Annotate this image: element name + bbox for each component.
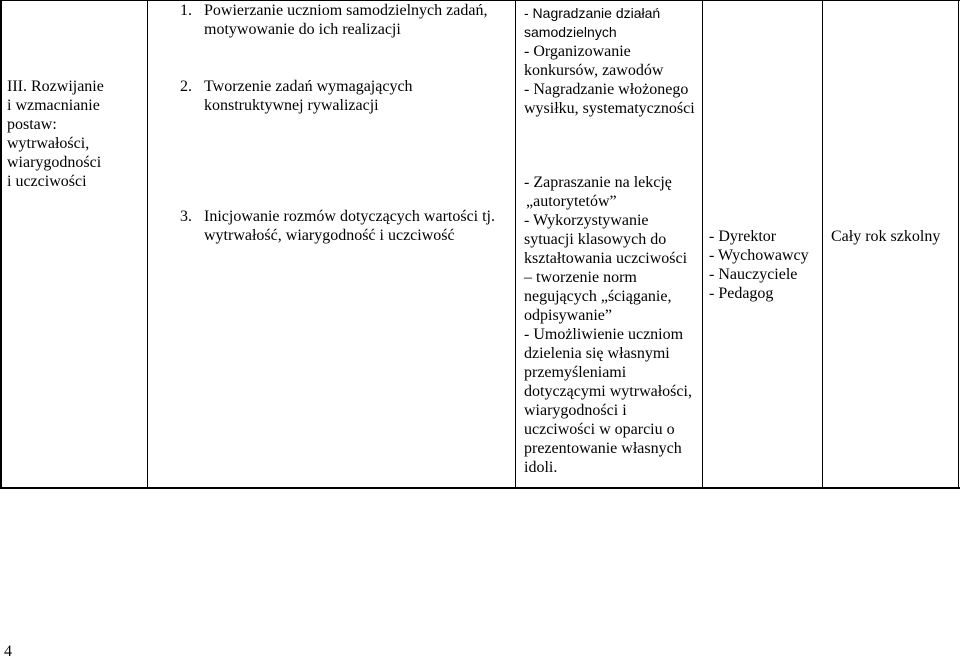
responsible-line: - Nauczyciele <box>709 266 798 283</box>
method-line: - Zapraszanie na lekcję <box>524 174 672 191</box>
method-line: - Nagradzanie działań <box>524 5 661 21</box>
section-title-line: wiarygodności <box>7 154 102 171</box>
timeframe-cell <box>831 227 956 246</box>
method-line: - Organizowanie <box>524 43 631 60</box>
task-text: motywowanie do ich realizacji <box>204 21 401 38</box>
section-title-line: i wzmacnianie <box>7 97 100 114</box>
task-number: 3. <box>180 208 192 225</box>
column-divider <box>958 1 959 487</box>
method-line: konkursów, zawodów <box>524 62 664 79</box>
task-number: 1. <box>180 2 192 19</box>
task-number: 2. <box>180 78 192 95</box>
method-line: odpisywanie” <box>524 307 612 324</box>
column-divider <box>515 1 516 487</box>
task-text: wytrwałość, wiarygodność i uczciwość <box>204 227 455 244</box>
method-line: dzielenia się własnymi <box>524 345 670 362</box>
responsible-line: - Dyrektor <box>709 228 777 245</box>
task-text: Tworzenie zadań wymagających <box>204 78 413 95</box>
method-line: „autorytetów” <box>526 193 617 210</box>
section-title-cell <box>7 77 147 191</box>
page-number: 4 <box>4 643 12 660</box>
method-line: idoli. <box>524 459 558 476</box>
method-line: uczciwości w oparciu o <box>524 421 675 438</box>
method-line: - Wykorzystywanie <box>524 212 649 229</box>
method-line: przemyśleniami <box>524 364 627 381</box>
section-title-line: wytrwałości, <box>7 135 90 152</box>
method-line: negujących „ściąganie, <box>524 288 672 305</box>
task-text: Inicjowanie rozmów dotyczących wartości tj. <box>204 208 495 225</box>
section-title-line: postaw: <box>7 116 57 133</box>
responsible-line: - Wychowawcy <box>709 247 809 264</box>
method-line: dotyczącymi wytrwałości, <box>524 383 692 400</box>
method-line: - Nagradzanie włożonego <box>524 81 689 98</box>
responsible-cell <box>709 227 824 303</box>
task-text: konstruktywnej rywalizacji <box>204 97 379 114</box>
method-line: prezentowanie własnych <box>524 440 682 457</box>
method-line: wiarygodności i <box>524 402 627 419</box>
method-line: - Umożliwienie uczniom <box>524 326 684 343</box>
method-line: wysiłku, systematyczności <box>524 100 695 117</box>
responsible-line: - Pedagog <box>709 285 774 302</box>
method-line: sytuacji klasowych do <box>524 231 667 248</box>
timeframe-text: Cały rok szkolny <box>831 228 941 245</box>
methods-cell <box>524 4 709 477</box>
column-divider <box>147 1 148 487</box>
method-line: kształtowania uczciwości <box>524 250 688 267</box>
task-text: Powierzanie uczniom samodzielnych zadań, <box>204 2 488 19</box>
section-title-line: i uczciwości <box>7 173 87 190</box>
section-title-line: III. Rozwijanie <box>7 78 104 95</box>
method-line: samodzielnych <box>524 24 617 40</box>
method-line: – tworzenie norm <box>524 269 637 286</box>
